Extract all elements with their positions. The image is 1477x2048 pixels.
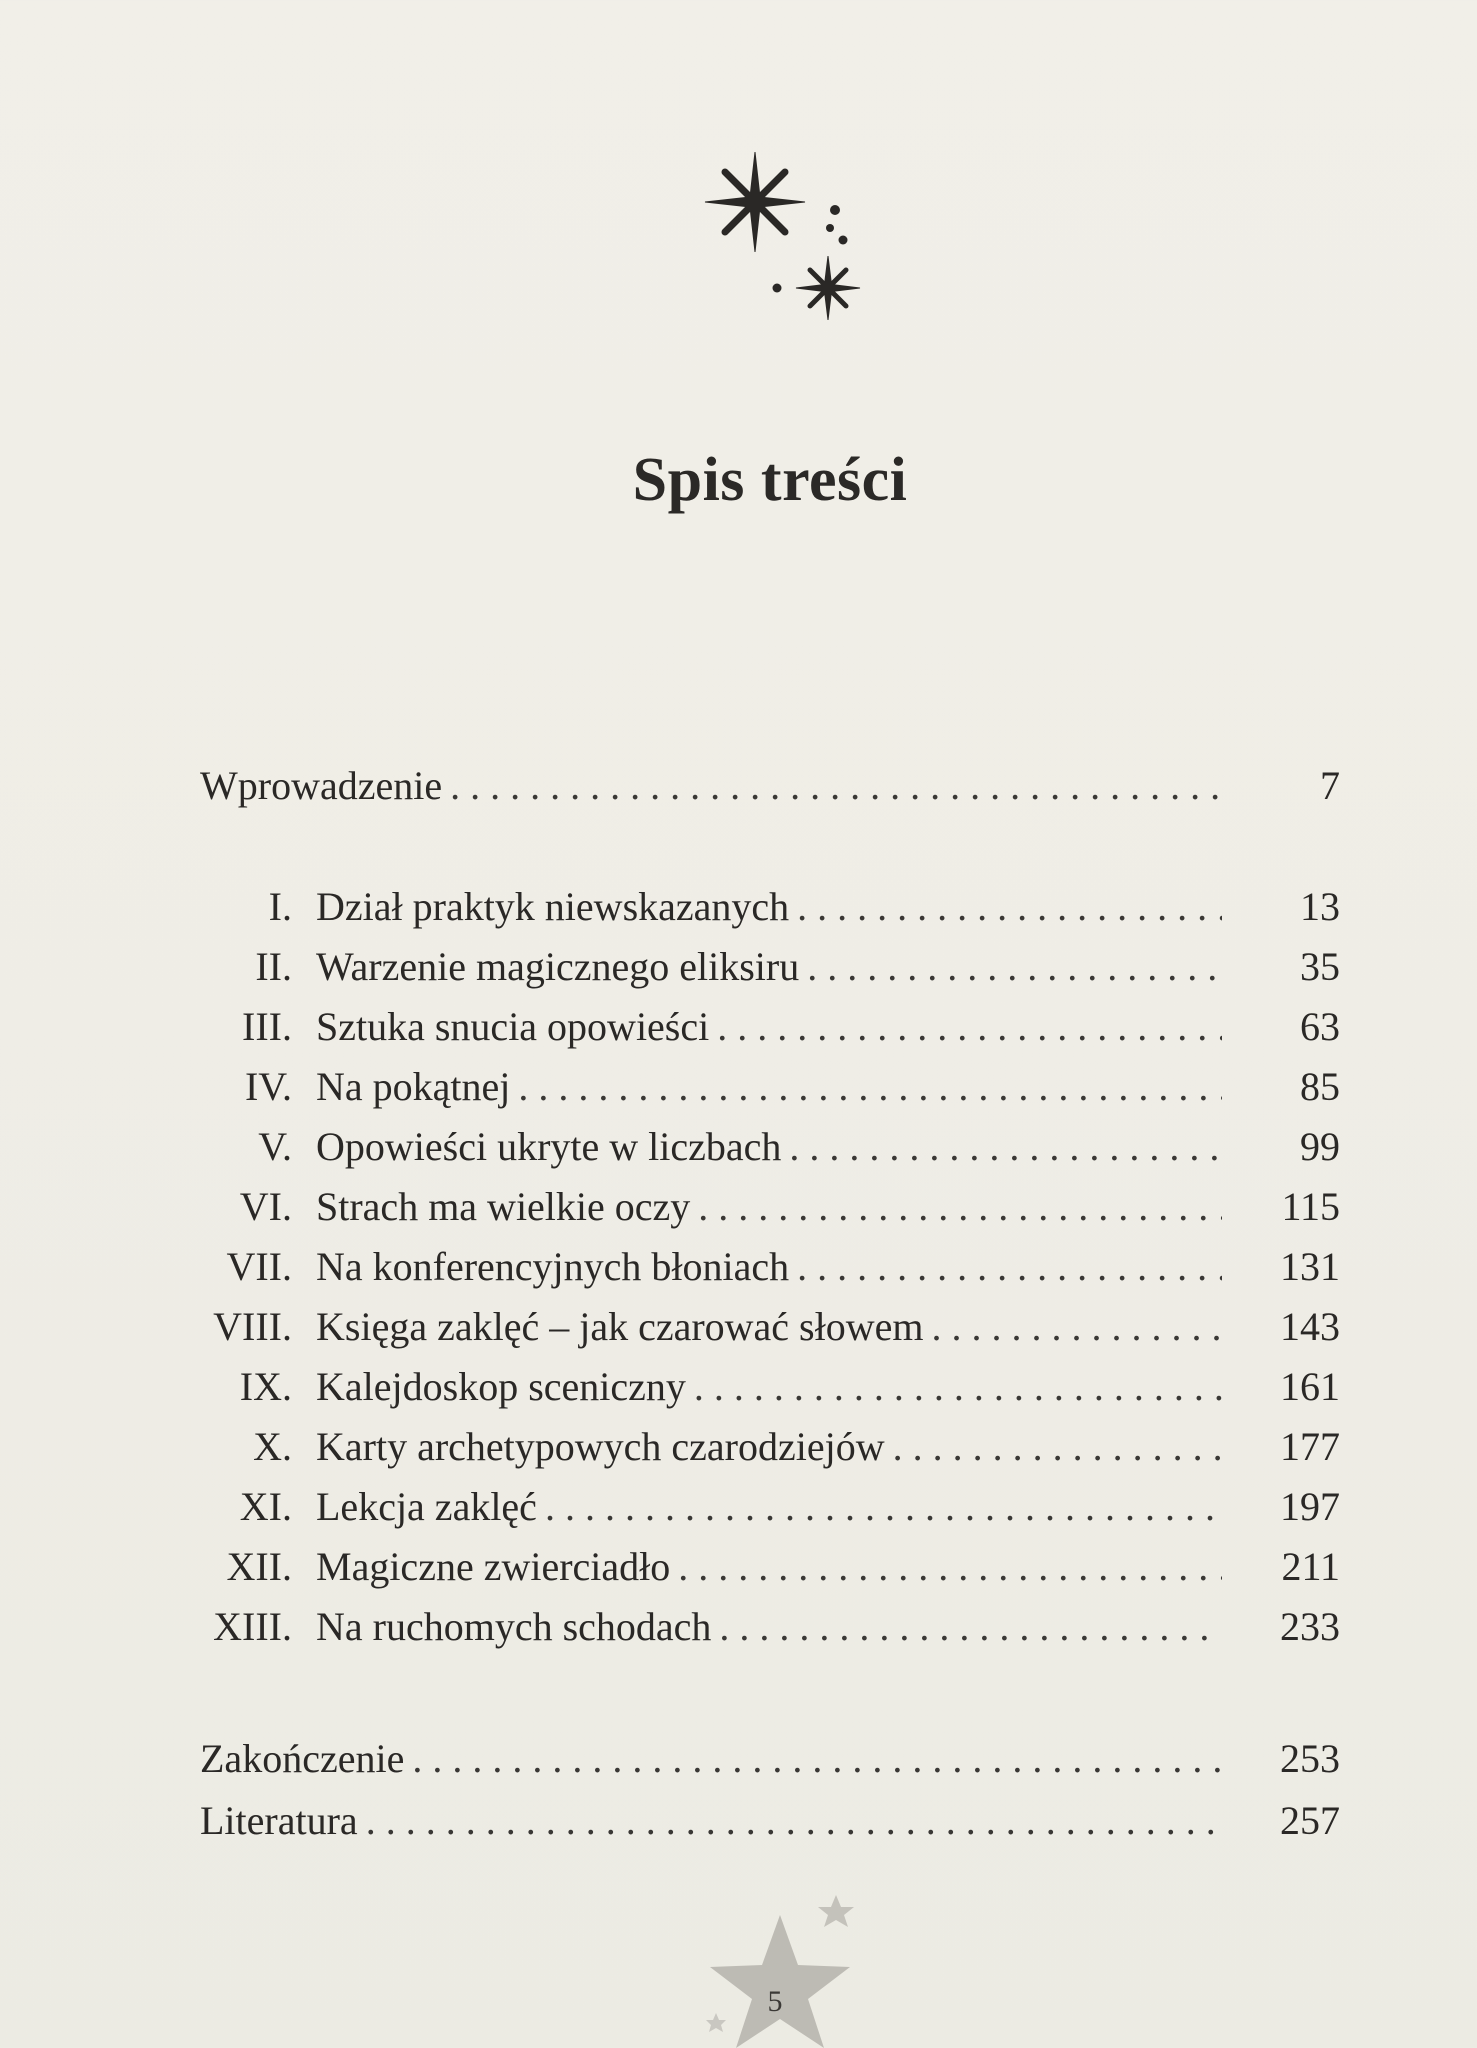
toc-chapter-row <box>200 1363 1340 1415</box>
dot-leader <box>807 943 1222 990</box>
dot-leader <box>412 1735 1222 1782</box>
dot-leader <box>717 1003 1222 1050</box>
toc-entry-label: Literatura <box>200 1798 358 1843</box>
chapter-number: XII. <box>226 1544 292 1589</box>
toc-chapter-row <box>200 943 1340 995</box>
chapter-title: Księga zaklęć – jak czarować słowem <box>316 1304 924 1349</box>
toc-chapter-row <box>200 1603 1340 1655</box>
chapter-title: Na konferencyjnych błoniach <box>316 1244 790 1289</box>
page-title: Spis treści <box>632 446 908 514</box>
dot-leader <box>789 1123 1222 1170</box>
dot-leader <box>545 1483 1222 1530</box>
dot-leader <box>678 1543 1222 1590</box>
chapter-page: 143 <box>1280 1304 1340 1349</box>
toc-entry-intro <box>200 762 1340 814</box>
dot-leader <box>797 883 1222 930</box>
chapter-number: IV. <box>244 1064 292 1109</box>
chapter-title: Magiczne zwierciadło <box>316 1544 671 1589</box>
toc-entry-page: 253 <box>1280 1736 1340 1781</box>
toc-entry-conclusion <box>200 1735 1340 1787</box>
toc-chapter-row <box>200 1183 1340 1235</box>
chapter-page: 131 <box>1280 1244 1340 1289</box>
chapter-page: 161 <box>1280 1364 1340 1409</box>
chapter-number: IX. <box>239 1364 292 1409</box>
dot-leader <box>797 1243 1222 1290</box>
page-number: 5 <box>767 1985 783 2018</box>
chapter-number: XIII. <box>213 1604 292 1649</box>
chapter-number: V. <box>258 1124 292 1169</box>
chapter-page: 63 <box>1300 1004 1340 1049</box>
chapter-page: 233 <box>1280 1604 1340 1649</box>
chapter-title: Na pokątnej <box>316 1064 511 1109</box>
chapter-page: 197 <box>1280 1484 1340 1529</box>
toc-chapter-row <box>200 883 1340 935</box>
chapter-title: Opowieści ukryte w liczbach <box>316 1124 782 1169</box>
star-icon <box>700 1895 860 2048</box>
dot-leader <box>518 1063 1222 1110</box>
toc-chapter-row <box>200 1543 1340 1595</box>
dot-leader <box>450 762 1222 809</box>
toc-chapter-row <box>200 1063 1340 1115</box>
chapter-page: 177 <box>1280 1424 1340 1469</box>
dot-leader <box>893 1423 1222 1470</box>
chapter-title: Karty archetypowych czarodziejów <box>316 1424 885 1469</box>
toc-chapter-row <box>200 1303 1340 1355</box>
dot-leader <box>719 1603 1222 1650</box>
chapter-title: Lekcja zaklęć <box>316 1484 537 1529</box>
chapter-number: II. <box>255 944 292 989</box>
chapter-page: 211 <box>1281 1544 1340 1589</box>
chapter-page: 85 <box>1300 1064 1340 1109</box>
chapter-number: VIII. <box>213 1304 292 1349</box>
chapter-page: 35 <box>1300 944 1340 989</box>
chapter-number: VI. <box>239 1184 292 1229</box>
toc-chapter-row <box>200 1243 1340 1295</box>
dot-leader <box>366 1797 1222 1844</box>
chapter-number: X. <box>253 1424 292 1469</box>
toc-entry-page: 257 <box>1280 1798 1340 1843</box>
chapter-title: Dział praktyk niewskazanych <box>316 884 790 929</box>
chapter-number: III. <box>242 1004 292 1049</box>
toc-chapter-row <box>200 1423 1340 1475</box>
chapter-page: 115 <box>1281 1184 1340 1229</box>
toc-entry-page: 7 <box>1320 763 1340 808</box>
chapter-number: VII. <box>226 1244 292 1289</box>
chapter-page: 13 <box>1300 884 1340 929</box>
dot-leader <box>694 1363 1222 1410</box>
chapter-page: 99 <box>1300 1124 1340 1169</box>
chapter-title: Sztuka snucia opowieści <box>316 1004 710 1049</box>
toc-entry-label: Zakończenie <box>200 1736 405 1781</box>
sparkle-stars-icon <box>680 140 880 340</box>
dot-leader <box>698 1183 1222 1230</box>
chapter-title: Kalejdoskop sceniczny <box>316 1364 686 1409</box>
toc-chapter-row <box>200 1483 1340 1535</box>
toc-chapter-row <box>200 1003 1340 1055</box>
chapter-title: Strach ma wielkie oczy <box>316 1184 691 1229</box>
toc-entry-label: Wprowadzenie <box>200 763 443 808</box>
chapter-title: Na ruchomych schodach <box>316 1604 712 1649</box>
chapter-number: I. <box>268 884 292 929</box>
toc-chapter-row <box>200 1123 1340 1175</box>
dot-leader <box>931 1303 1222 1350</box>
chapter-number: XI. <box>239 1484 292 1529</box>
chapter-title: Warzenie magicznego eliksiru <box>316 944 800 989</box>
toc-entry-literature <box>200 1797 1340 1849</box>
